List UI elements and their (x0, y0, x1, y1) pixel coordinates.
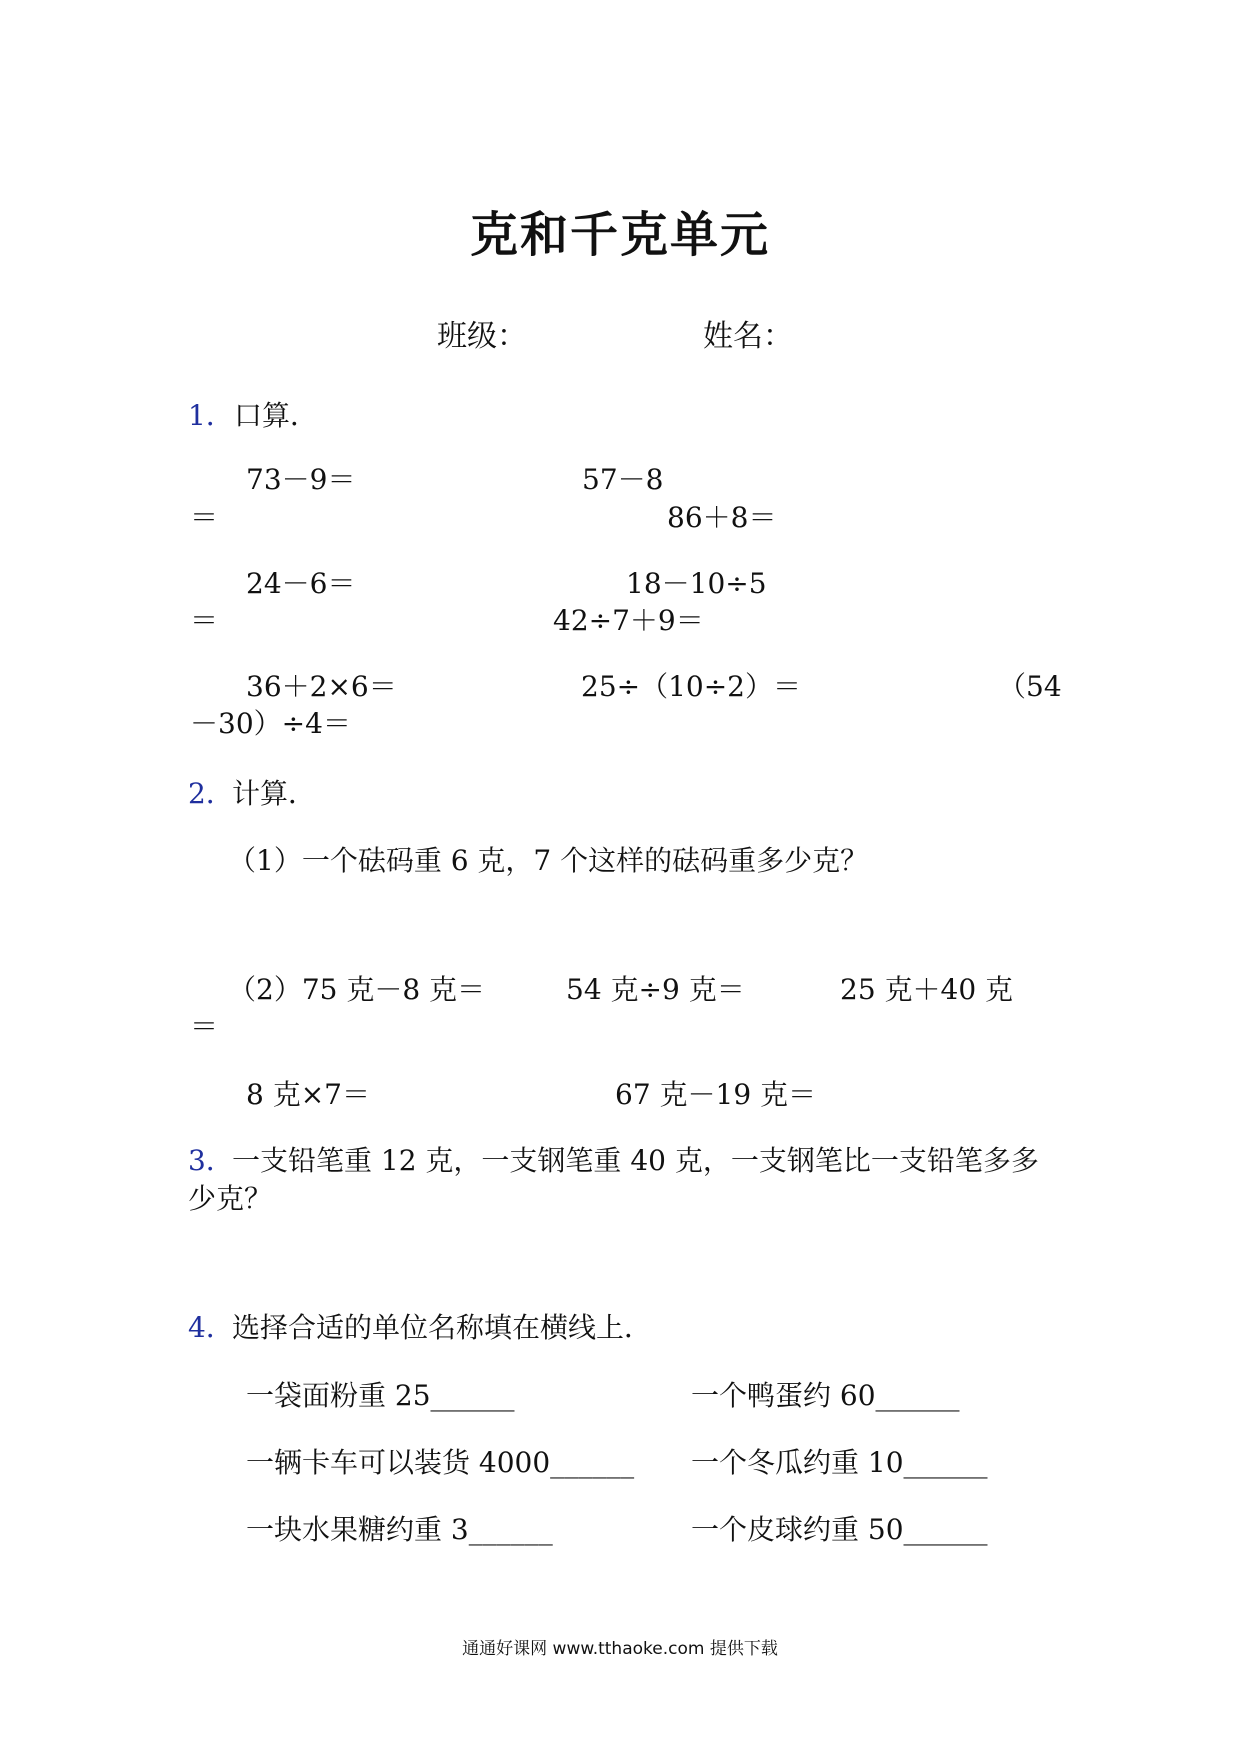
page-footer: 通通好课网 www.tthaoke.com 提供下载 (462, 1639, 778, 1659)
q1-heading: 口算． (234, 399, 319, 432)
q4-item-5: 一块水果糖约重 3______ (246, 1513, 553, 1546)
name-label: 姓名： (703, 319, 793, 354)
q1-expr-8: 25÷（10÷2）＝ (581, 670, 801, 703)
q4-item-1: 一袋面粉重 25______ (246, 1379, 515, 1412)
q4-heading: 选择合适的单位名称填在横线上． (232, 1311, 653, 1344)
page-title: 克和千克单元 (469, 207, 770, 263)
q1-expr-1: 73－9＝ (246, 463, 356, 496)
q4-item-3: 一辆卡车可以装货 4000______ (246, 1446, 635, 1479)
q3-number: 3． (188, 1144, 234, 1177)
q2-part1: （1）一个砝码重 6 克，7 个这样的砝码重多少克？ (228, 844, 869, 877)
q2-number: 2． (188, 777, 234, 810)
q2-expr-1: （2）75 克－8 克＝ (228, 973, 486, 1006)
q4-number: 4． (188, 1311, 234, 1344)
q2-expr-2: 54 克÷9 克＝ (566, 973, 745, 1006)
q2-expr-3-cont: ＝ (190, 1010, 219, 1043)
q1-expr-2: 57－8 (582, 463, 664, 496)
q1-expr-7: 36＋2×6＝ (246, 670, 397, 703)
q1-expr-6: 42÷7＋9＝ (553, 604, 704, 637)
q1-expr-5-cont: ＝ (190, 604, 219, 637)
q1-expr-9: （54 (998, 670, 1062, 703)
q4-item-4: 一个冬瓜约重 10______ (691, 1446, 988, 1479)
q1-expr-9-cont: －30）÷4＝ (190, 707, 351, 740)
q2-expr-3: 25 克＋40 克 (840, 973, 1014, 1006)
q1-expr-4: 24－6＝ (246, 567, 356, 600)
q3-line1: 一支铅笔重 12 克，一支钢笔重 40 克，一支钢笔比一支铅笔多多 (232, 1144, 1039, 1177)
q2-expr-4: 8 克×7＝ (246, 1078, 370, 1111)
q1-expr-5: 18－10÷5 (626, 567, 767, 600)
q1-expr-3: 86＋8＝ (667, 501, 777, 534)
q4-item-2: 一个鸭蛋约 60______ (691, 1379, 960, 1412)
q3-line2: 少克？ (188, 1182, 273, 1215)
q1-number: 1． (188, 399, 234, 432)
q2-heading: 计算． (232, 777, 317, 810)
q2-expr-5: 67 克－19 克＝ (615, 1078, 817, 1111)
class-label: 班级： (437, 319, 527, 354)
q4-item-6: 一个皮球约重 50______ (691, 1513, 988, 1546)
q1-expr-2-cont: ＝ (190, 501, 219, 534)
